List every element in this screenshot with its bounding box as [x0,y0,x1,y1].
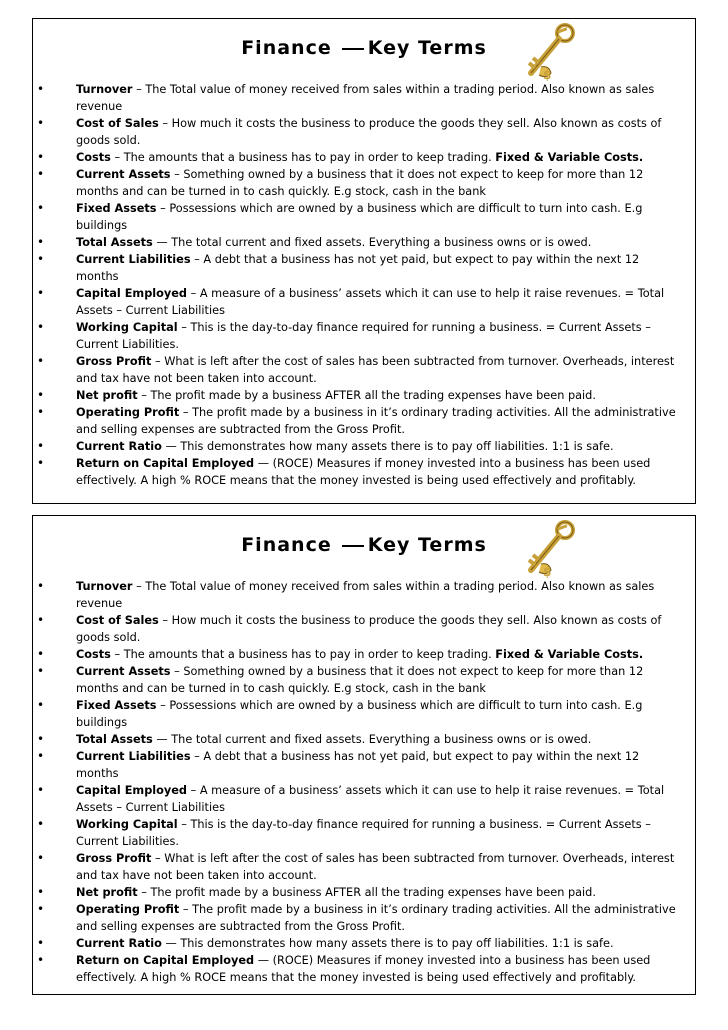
term-item [33,438,695,455]
term-name: Fixed Assets [76,699,157,712]
term-name: Current Liabilities [76,750,191,763]
term-item [33,319,695,353]
term-definition: – A measure of a business’ assets which it can use to help it raise revenues. = Total Assets – Current Liabilities [76,287,665,317]
term-name: Gross Profit [76,355,152,368]
term-definition: – A debt that a business has not yet paid, but expect to pay within the next 12 months [76,750,640,780]
term-name: Costs [76,151,111,164]
term-name: Current Ratio [76,937,162,950]
term-definition: – How much it costs the business to produce the goods they sell. Also known as costs of goods sold. [76,117,662,147]
term-definition: – The amounts that a business has to pay in order to keep trading. [110,648,496,661]
term-item [33,850,695,884]
term-definition: – Possessions which are owned by a business which are difficult to turn into cash. E.g buildings [76,202,643,232]
term-name: Capital Employed [76,784,188,797]
term-definition: – What is left after the cost of sales has been subtracted from turnover. Overheads, interest and tax have not been taken into account. [76,852,675,882]
term-emphasis: Fixed & Variable Costs. [495,151,644,164]
term-item [33,387,695,404]
term-name: Gross Profit [76,852,152,865]
term-definition: – The Total value of money received from sales within a trading period. Also known as sales revenue [76,580,655,610]
term-name: Capital Employed [76,287,188,300]
term-definition: — The total current and fixed assets. Everything a business owns or is owed. [152,236,592,249]
title-key-terms: Key Terms [367,37,487,59]
term-name: Current Liabilities [76,253,191,266]
term-definition: — This demonstrates how many assets there is to pay off liabilities. 1:1 is safe. [161,440,614,453]
term-item [33,353,695,387]
term-item [33,166,695,200]
term-item [33,234,695,251]
terms-list [33,81,695,489]
term-definition: – Possessions which are owned by a business which are difficult to turn into cash. E.g buildings [76,699,643,729]
svg-text:$: $ [543,68,552,82]
svg-text:$: $ [543,565,552,579]
key-terms-card [32,515,696,995]
term-definition: – The profit made by a business in it’s ordinary trading activities. All the administrative and selling expenses are subtracted from the Gross Profit. [76,406,676,436]
title-dash [342,545,364,547]
term-item [33,578,695,612]
title-key-terms: Key Terms [367,534,487,556]
term-item [33,646,695,663]
term-item [33,901,695,935]
term-name: Net profit [76,389,138,402]
term-definition: – The amounts that a business has to pay in order to keep trading. [110,151,496,164]
term-item [33,731,695,748]
golden-key-icon [519,518,579,580]
term-item [33,115,695,149]
term-item [33,200,695,234]
term-item [33,952,695,986]
term-name: Cost of Sales [76,614,159,627]
term-name: Turnover [76,83,133,96]
term-item [33,455,695,489]
term-item [33,81,695,115]
term-item [33,251,695,285]
term-definition: – A debt that a business has not yet paid, but expect to pay within the next 12 months [76,253,640,283]
term-name: Net profit [76,886,138,899]
term-name: Return on Capital Employed [76,954,255,967]
card-title [33,532,695,558]
term-definition: – What is left after the cost of sales has been subtracted from turnover. Overheads, interest and tax have not been taken into account. [76,355,675,385]
term-name: Working Capital [76,818,178,831]
term-name: Cost of Sales [76,117,159,130]
term-definition: — (ROCE) Measures if money invested into a business has been used effectively. A high % ROCE means that the money invested is being used effectively and profitably. [76,457,651,487]
term-name: Operating Profit [76,903,180,916]
term-definition: – This is the day-to-day finance required for running a business. = Current Assets – Current Liabilities. [76,818,651,848]
term-item [33,612,695,646]
term-name: Costs [76,648,111,661]
title-dash [342,48,364,50]
term-item [33,149,695,166]
term-item [33,782,695,816]
term-definition: – The Total value of money received from sales within a trading period. Also known as sales revenue [76,83,655,113]
term-name: Current Assets [76,168,171,181]
term-emphasis: Fixed & Variable Costs. [495,648,644,661]
key-terms-card [32,18,696,504]
term-name: Turnover [76,580,133,593]
term-name: Current Ratio [76,440,162,453]
title-finance: Finance [241,534,332,556]
term-name: Working Capital [76,321,178,334]
term-name: Total Assets [76,733,153,746]
term-definition: – This is the day-to-day finance required for running a business. = Current Assets – Current Liabilities. [76,321,651,351]
term-definition: – The profit made by a business AFTER all the trading expenses have been paid. [137,389,596,402]
term-name: Return on Capital Employed [76,457,255,470]
term-definition: — The total current and fixed assets. Everything a business owns or is owed. [152,733,592,746]
term-name: Fixed Assets [76,202,157,215]
term-item [33,884,695,901]
term-item [33,697,695,731]
term-definition: – How much it costs the business to produce the goods they sell. Also known as costs of goods sold. [76,614,662,644]
title-finance: Finance [241,37,332,59]
term-item [33,404,695,438]
term-name: Operating Profit [76,406,180,419]
card-title [33,35,695,61]
term-definition: – The profit made by a business in it’s ordinary trading activities. All the administrative and selling expenses are subtracted from the Gross Profit. [76,903,676,933]
term-definition: — This demonstrates how many assets there is to pay off liabilities. 1:1 is safe. [161,937,614,950]
term-definition: – The profit made by a business AFTER all the trading expenses have been paid. [137,886,596,899]
term-definition: — (ROCE) Measures if money invested into a business has been used effectively. A high % ROCE means that the money invested is being used effectively and profitably. [76,954,651,984]
term-item [33,285,695,319]
term-item [33,935,695,952]
term-item [33,663,695,697]
term-name: Current Assets [76,665,171,678]
golden-key-icon [519,21,579,83]
term-definition: – A measure of a business’ assets which it can use to help it raise revenues. = Total Assets – Current Liabilities [76,784,665,814]
term-name: Total Assets [76,236,153,249]
term-item [33,748,695,782]
term-item [33,816,695,850]
term-definition: – Something owned by a business that it does not expect to keep for more than 12 months and can be turned in to cash quickly. E.g stock, cash in the bank [76,665,644,695]
terms-list [33,578,695,986]
term-definition: – Something owned by a business that it does not expect to keep for more than 12 months and can be turned in to cash quickly. E.g stock, cash in the bank [76,168,644,198]
